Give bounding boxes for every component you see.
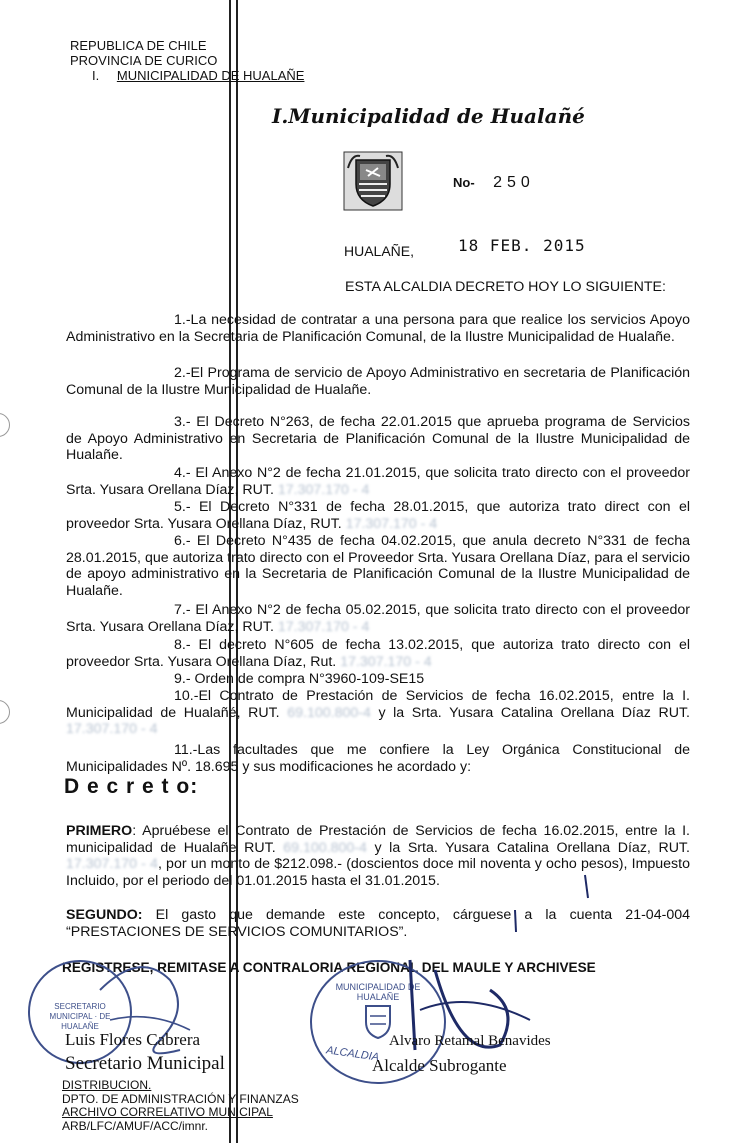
distribution-block: [62, 1079, 299, 1133]
distribution-title: DISTRIBUCION.: [62, 1078, 152, 1092]
primero-label: PRIMERO: [66, 823, 133, 839]
alcaldia-stamp-bottom: ALCALDIA: [325, 1044, 380, 1064]
considerando-10-text-a: 10.-El Contrato de Prestación de Servicios de fecha 16.02.2015, entre la I. Municipalidad de Hualañé, RUT.: [66, 688, 690, 721]
letterhead-title: I.Municipalidad de Hualañé: [272, 104, 585, 128]
header-municipalidad-name: MUNICIPALIDAD DE HUALAÑE: [116, 68, 305, 83]
segundo-text: El gasto que demande este concepto, cárguese a la cuenta 21-04-004 “PRESTACIONES DE SERVICIOS COMUNITARIOS”.: [66, 907, 690, 940]
decree-number-label: No-: [453, 175, 475, 190]
header-municipalidad: [70, 68, 304, 83]
decree-number: [453, 174, 535, 192]
header-republica: REPUBLICA DE CHILE: [70, 38, 207, 53]
redacted-rut: 17.307.170 - 4: [277, 481, 370, 498]
closing-statement: REGISTRESE, REMITASE A CONTRALORIA REGIONAL DEL MAULE Y ARCHIVESE: [62, 960, 596, 975]
considerando-4: [66, 465, 690, 498]
primero-text-c: , por un monto de $212.098.- (doscientos doce mil noventa y ocho pesos), Impuesto Incluido, por el periodo del 01.01.2015 hasta el 31.01.2015.: [66, 856, 690, 889]
redacted-rut: 69.100.800-4: [287, 704, 371, 721]
primero-text-b: y la Srta. Yusara Catalina Orellana Díaz, RUT.: [374, 839, 690, 856]
coat-of-arms-icon: [342, 150, 404, 212]
punch-hole: [0, 413, 10, 437]
considerando-8-text: 8.- El decreto N°605 de fecha 13.02.2015, que autoriza trato directo con el proveedor Srta. Yusara Orellana Díaz, Rut.: [66, 637, 690, 670]
mayor-name: Alvaro Retamal Benavides: [389, 1033, 551, 1049]
dateline-city: HUALAÑE,: [344, 243, 415, 259]
secretary-name: Luis Flores Cabrera: [65, 1030, 201, 1049]
considerando-9: 9.- Orden de compra N°3960-109-SE15: [174, 671, 425, 687]
decree-number-value: 250: [493, 174, 535, 191]
considerando-7-text: 7.- El Anexo N°2 de fecha 05.02.2015, que solicita trato directo con el proveedor Srta. Yusara Orellana Díaz, RUT.: [66, 602, 690, 635]
redacted-rut: 17.307.170 - 4: [66, 721, 158, 738]
punch-hole: [0, 700, 10, 724]
dateline-date: 18 FEB. 2015: [458, 236, 586, 255]
redacted-rut: 17.307.170 - 4: [340, 653, 432, 670]
alcaldia-stamp-text: MUNICIPALIDAD DE HUALAÑE: [335, 982, 421, 1002]
considerando-7: [66, 602, 690, 635]
considerando-1: 1.-La necesidad de contratar a una persona para que realice los servicios Apoyo Administrativo en la Secretaria de Planificación Comunal, de la Ilustre Municipalidad de Hualañe.: [66, 312, 690, 345]
considerando-5: [66, 499, 690, 532]
header-block: [70, 38, 304, 83]
header-prefix: I.: [92, 68, 100, 83]
redacted-rut: 17.307.170 - 4: [66, 856, 158, 873]
decree-intro: ESTA ALCALDIA DECRETO HOY LO SIGUIENTE:: [345, 279, 666, 295]
mayor-title: Alcalde Subrogante: [372, 1056, 507, 1075]
secretary-title: Secretario Municipal: [65, 1053, 225, 1074]
considerando-5-text: 5.- El Decreto N°331 de fecha 28.01.2015, que autoriza trato direct con el proveedor Srta. Yusara Orellana Díaz, RUT.: [66, 499, 690, 532]
redacted-rut: 69.100.800-4: [283, 839, 367, 856]
secretary-stamp-text: SECRETARIO MUNICIPAL · DE HUALAÑE: [49, 1002, 111, 1031]
distribution-line-3: ARB/LFC/AMUF/ACC/imnr.: [62, 1118, 209, 1133]
considerando-10: [66, 688, 690, 738]
segundo-label: SEGUNDO:: [66, 907, 143, 923]
considerando-8: [66, 637, 690, 670]
considerando-10-text-b: y la Srta. Yusara Catalina Orellana Díaz RUT.: [378, 704, 690, 721]
considerando-4-text: 4.- El Anexo N°2 de fecha 21.01.2015, que solicita trato directo con el proveedor Srta. Yusara Orellana Díaz, RUT.: [66, 465, 690, 498]
redacted-rut: 17.307.170 - 4: [345, 515, 438, 532]
distribution-line-1: DPTO. DE ADMINISTRACIÓN Y FINANZAS: [62, 1091, 299, 1106]
distribution-line-2: ARCHIVO CORRELATIVO MUNICIPAL: [62, 1105, 273, 1119]
decreto-heading: D e c r e t o:: [64, 775, 199, 798]
primero-text-a: : Apruébese el Contrato de Prestación de Servicios de fecha 16.02.2015, entre la I. municipalidad de Hualañe RUT.: [66, 823, 690, 856]
header-provincia: PROVINCIA DE CURICO: [70, 53, 218, 68]
pen-marks-icon: [500, 870, 620, 940]
considerando-11: 11.-Las facultades que me confiere la Ley Orgánica Constitucional de Municipalidades Nº. 18.695 y sus modificaciones he acordado y:: [66, 742, 690, 775]
redacted-rut: 17.307.170 - 4: [277, 618, 370, 635]
considerando-6: 6.- El Decreto N°435 de fecha 04.02.2015, que anula decreto N°331 de fecha 28.01.2015, que autoriza trato directo con el Proveedor Srta. Yusara Orellana Díaz, para el servicio de apoyo administrativo en la Secretaria de Planificación Comunal de la Ilustre Municipalidad de Hualañe.: [66, 533, 690, 599]
considerando-2: 2.-El Programa de servicio de Apoyo Administrativo en secretaria de Planificación Comunal de la Ilustre Municipalidad de Hualañe.: [66, 365, 690, 398]
considerando-3: 3.- El Decreto N°263, de fecha 22.01.2015 que aprueba programa de Servicios de Apoyo Administrativo en Secretaria de Planificación Comunal de la Ilustre Municipalidad de Hualañe.: [66, 414, 690, 464]
